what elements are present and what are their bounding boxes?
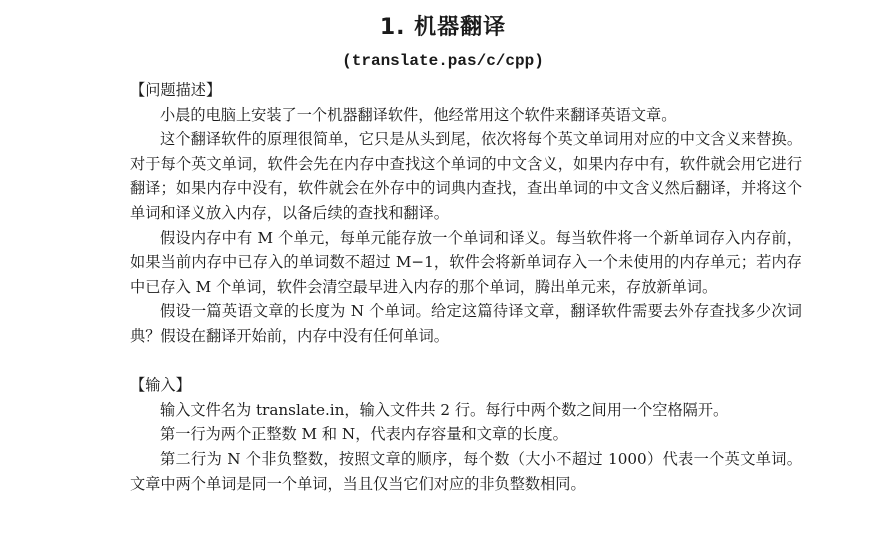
section-heading-description: 【问题描述】 [130, 81, 222, 99]
description-paragraph: 假设内存中有 M 个单元，每单元能存放一个单词和译义。每当软件将一个新单词存入内存前，如果当前内存中已存入的单词数不超过 M−1，软件会将新单词存入一个未使用的内存单元；若内存中已存入 M 个单词，软件会清空最早进入内存的那个单词，腾出单元来，存放新单词。 [130, 228, 802, 296]
section-spacer [130, 349, 802, 374]
input-paragraph: 第二行为 N 个非负整数，按照文章的顺序，每个数（大小不超过 1000）代表一个英文单词。文章中两个单词是同一个单词，当且仅当它们对应的非负整数相同。 [130, 449, 802, 493]
problem-title: 1. 机器翻译 [379, 15, 507, 40]
section-heading-input: 【输入】 [130, 376, 191, 395]
description-paragraph: 假设一篇英语文章的长度为 N 个单词。给定这篇待译文章，翻译软件需要去外存查找多少次词典？假设在翻译开始前，内存中没有任何单词。 [130, 302, 802, 345]
description-paragraph: 小晨的电脑上安装了一个机器翻译软件，他经常用这个软件来翻译英语文章。 [160, 105, 677, 124]
input-paragraph: 输入文件名为 translate.in，输入文件共 2 行。每行中两个数之间用一个空格隔开。 [160, 400, 729, 419]
problem-body [130, 78, 802, 496]
problem-filenames: (translate.pas/c/cpp) [342, 52, 544, 70]
description-paragraph: 这个翻译软件的原理很简单，它只是从头到尾，依次将每个英文单词用对应的中文含义来替换。对于每个英文单词，软件会先在内存中查找这个单词的中文含义，如果内存中有，软件就会用它进行翻译；如果内存中没有，软件就会在外存中的词典内查找，查出单词的中文含义然后翻译，并将这个单词和译义放入内存，以备后续的查找和翻译。 [130, 130, 802, 222]
input-paragraph: 第一行为两个正整数 M 和 N，代表内存容量和文章的长度。 [160, 425, 568, 444]
